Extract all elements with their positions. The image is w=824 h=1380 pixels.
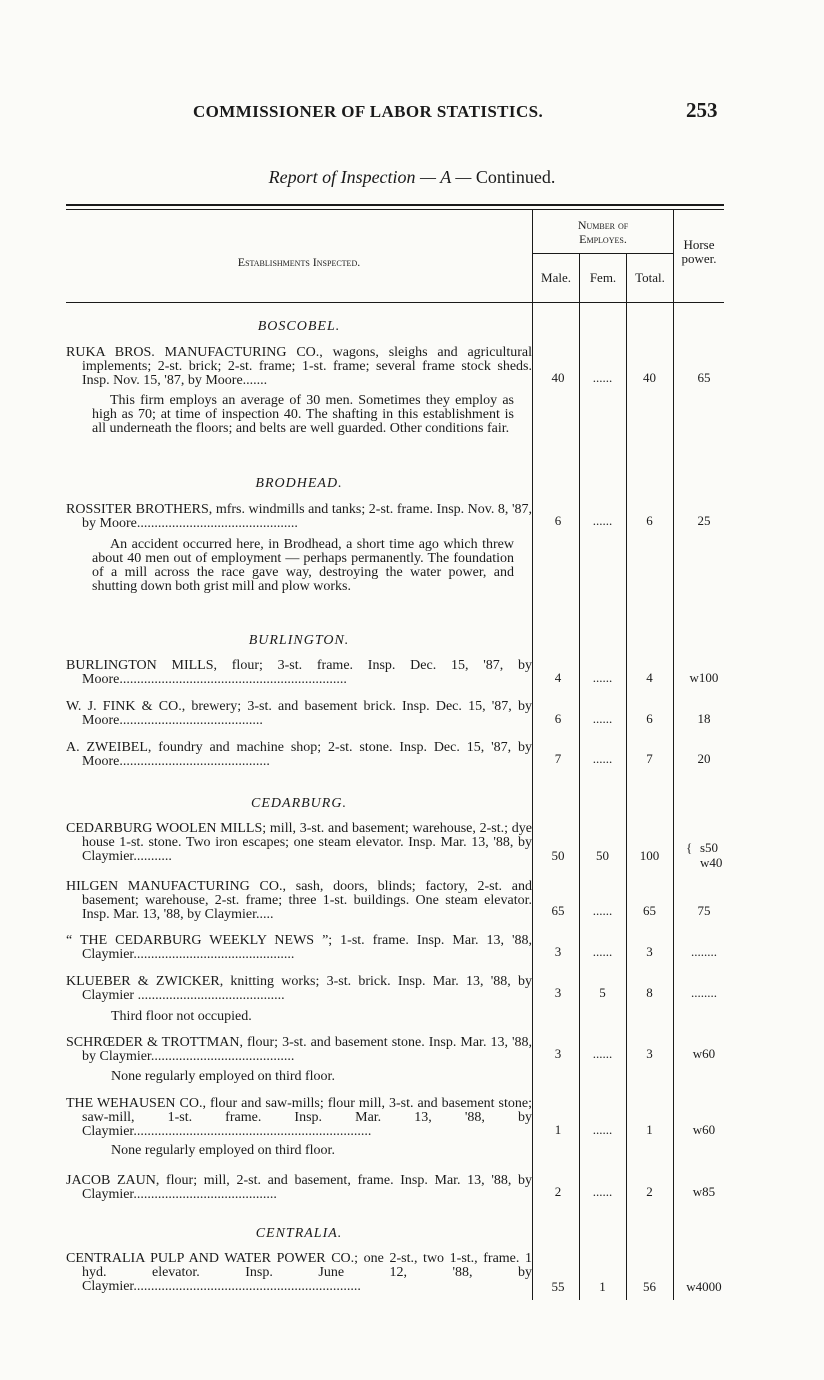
employes-underline [533,253,673,254]
male-count: 40 [551,370,565,385]
horse-power-steam: s50 [700,840,719,855]
female-count: ...... [592,903,613,918]
male-count: 4 [554,670,562,685]
female-count: ...... [592,1046,613,1061]
entry-description: RUKA BROS. MANUFACTURING CO., wagons, sleighs and agricultural implements; 2-st. brick; 2-st. frame; 1-st. frame; several frame stock sheds. Insp. Nov. 15, '87, by Moore....... [66,345,532,388]
entry-note: None regularly employed on third floor. [111,1069,335,1084]
total-count: 3 [646,1046,653,1061]
female-count: ...... [592,711,613,726]
horse-power: ........ [691,944,717,959]
table-top-rule-2 [66,209,724,210]
male-count: 3 [554,985,562,1000]
total-count: 100 [639,848,660,863]
entry-description: SCHRŒDER & TROTTMAN, flour; 3-st. and basement stone. Insp. Mar. 13, '88, by Claymier......................................... [66,1035,532,1064]
horse-power: w4000 [686,1279,722,1294]
male-count: 7 [554,751,562,766]
place-heading: BOSCOBEL. [257,319,341,334]
entry-description: JACOB ZAUN, flour; mill, 2-st. and basement, frame. Insp. Mar. 13, '88, by Claymier......................................... [66,1173,532,1202]
female-count: 1 [599,1279,606,1294]
col-line-total-right [673,210,674,1300]
male-count: 6 [554,513,562,528]
horse-power: 20 [697,751,711,766]
report-title-plain: Continued. [471,167,556,187]
entry-description: “ THE CEDARBURG WEEKLY NEWS ”; 1-st. frame. Insp. Mar. 13, '88, Claymier.............................................. [66,933,532,962]
total-count: 1 [646,1122,653,1137]
horse-power: w100 [689,670,719,685]
entry-description: W. J. FINK & CO., brewery; 3-st. and basement brick. Insp. Dec. 15, '87, by Moore......................................... [66,699,532,728]
report-title-italic: Report of Inspection — A — [268,167,472,187]
male-count: 3 [554,1046,562,1061]
horse-power: ........ [691,985,717,1000]
male-count: 1 [554,1122,562,1137]
header-male: Male. [541,270,571,285]
male-count: 50 [551,848,565,863]
entry-description: THE WEHAUSEN CO., flour and saw-mills; flour mill, 3-st. and basement stone; saw-mill, 1-st. frame. Insp. Mar. 13, '88, by Claymier.................................................................... [66,1096,532,1139]
horse-power: 18 [697,711,711,726]
entry-description: A. ZWEIBEL, foundry and machine shop; 2-st. stone. Insp. Dec. 15, '87, by Moore........................................... [66,740,532,769]
horse-power: 75 [697,903,711,918]
entry-description: CEDARBURG WOOLEN MILLS; mill, 3-st. and basement; warehouse, 2-st.; dye house 1-st. stone. Two iron escapes; one steam elevator. Insp. Mar. 13, '88, by Claymier........... [66,821,532,864]
female-count: ...... [592,670,613,685]
horse-power-water: w40 [700,855,723,870]
horse-power-brace: { [686,840,693,855]
female-count: ...... [592,1184,613,1199]
entry-description: HILGEN MANUFACTURING CO., sash, doors, blinds; factory, 2-st. and basement; warehouse, 2-st. frame; three 1-st. buildings. One steam elevator. Insp. Mar. 13, '88, by Claymier..... [66,879,532,922]
table-top-rule-1 [66,204,724,206]
entry-note: None regularly employed on third floor. [111,1143,335,1158]
header-horse-line2: power. [681,251,717,266]
report-title [0,167,824,188]
running-title: COMMISSIONER OF LABOR STATISTICS. [193,102,544,121]
male-count: 3 [554,944,562,959]
total-count: 6 [646,711,653,726]
entry-description: ROSSITER BROTHERS, mfrs. windmills and tanks; 2-st. frame. Insp. Nov. 8, '87, by Moore.............................................. [66,502,532,531]
female-count: 5 [599,985,606,1000]
male-count: 55 [551,1279,565,1294]
horse-power: w60 [692,1046,716,1061]
female-count: ...... [592,944,613,959]
entry-note: An accident occurred here, in Brodhead, a short time ago which threw about 40 men out of employment — perhaps permanently. The foundation of a mill across the race gave way, destroying the water power, and shutting down both grist mill and plow works. [92,537,514,594]
horse-power: w85 [692,1184,716,1199]
total-count: 65 [643,903,656,918]
total-count: 2 [646,1184,653,1199]
col-line-desc [532,210,533,1300]
total-count: 4 [646,670,653,685]
total-count: 7 [646,751,653,766]
horse-power: w60 [692,1122,716,1137]
place-heading: CEDARBURG. [251,796,347,811]
entry-note: Third floor not occupied. [111,1009,252,1024]
col-line-male-right [579,254,580,1300]
male-count: 6 [554,711,562,726]
running-head [0,98,824,126]
total-count: 3 [646,944,653,959]
male-count: 2 [554,1184,562,1199]
total-count: 56 [643,1279,656,1294]
total-count: 40 [643,370,656,385]
entry-description: KLUEBER & ZWICKER, knitting works; 3-st. brick. Insp. Mar. 13, '88, by Claymier .......................................... [66,974,532,1003]
header-establishments: Establishments Inspected. [237,255,361,269]
place-heading: CENTRALIA. [255,1226,343,1241]
place-heading: BRODHEAD. [255,476,343,491]
female-count: ...... [592,370,613,385]
col-line-fem-right [626,254,627,1300]
total-count: 6 [646,513,653,528]
female-count: ...... [592,1122,613,1137]
female-count: ...... [592,751,613,766]
header-female: Fem. [589,270,617,285]
male-count: 65 [551,903,565,918]
header-total: Total. [635,270,665,285]
entry-description: BURLINGTON MILLS, flour; 3-st. frame. Insp. Dec. 15, '87, by Moore................................................................. [66,658,532,687]
total-count: 8 [646,985,653,1000]
horse-power: 25 [697,513,711,528]
header-horse-line1: Horse [683,237,715,252]
page-number: 253 [686,98,718,122]
horse-power: 65 [697,370,711,385]
entry-description: CENTRALIA PULP AND WATER POWER CO.; one 2-st., two 1-st., frame. 1 hyd. elevator. Insp. June 12, '88, by Claymier................................................................. [66,1251,532,1294]
entry-note: This firm employs an average of 30 men. Sometimes they employ as high as 70; at time of inspection 40. The shafting in this establishment is all underneath the floors; and belts are well guarded. Other conditions fair. [92,393,514,436]
place-heading: BURLINGTON. [248,633,350,648]
header-number-line2: Employes. [579,232,627,246]
header-number-line1: Number of [577,218,629,232]
female-count: 50 [596,848,609,863]
female-count: ...... [592,513,613,528]
